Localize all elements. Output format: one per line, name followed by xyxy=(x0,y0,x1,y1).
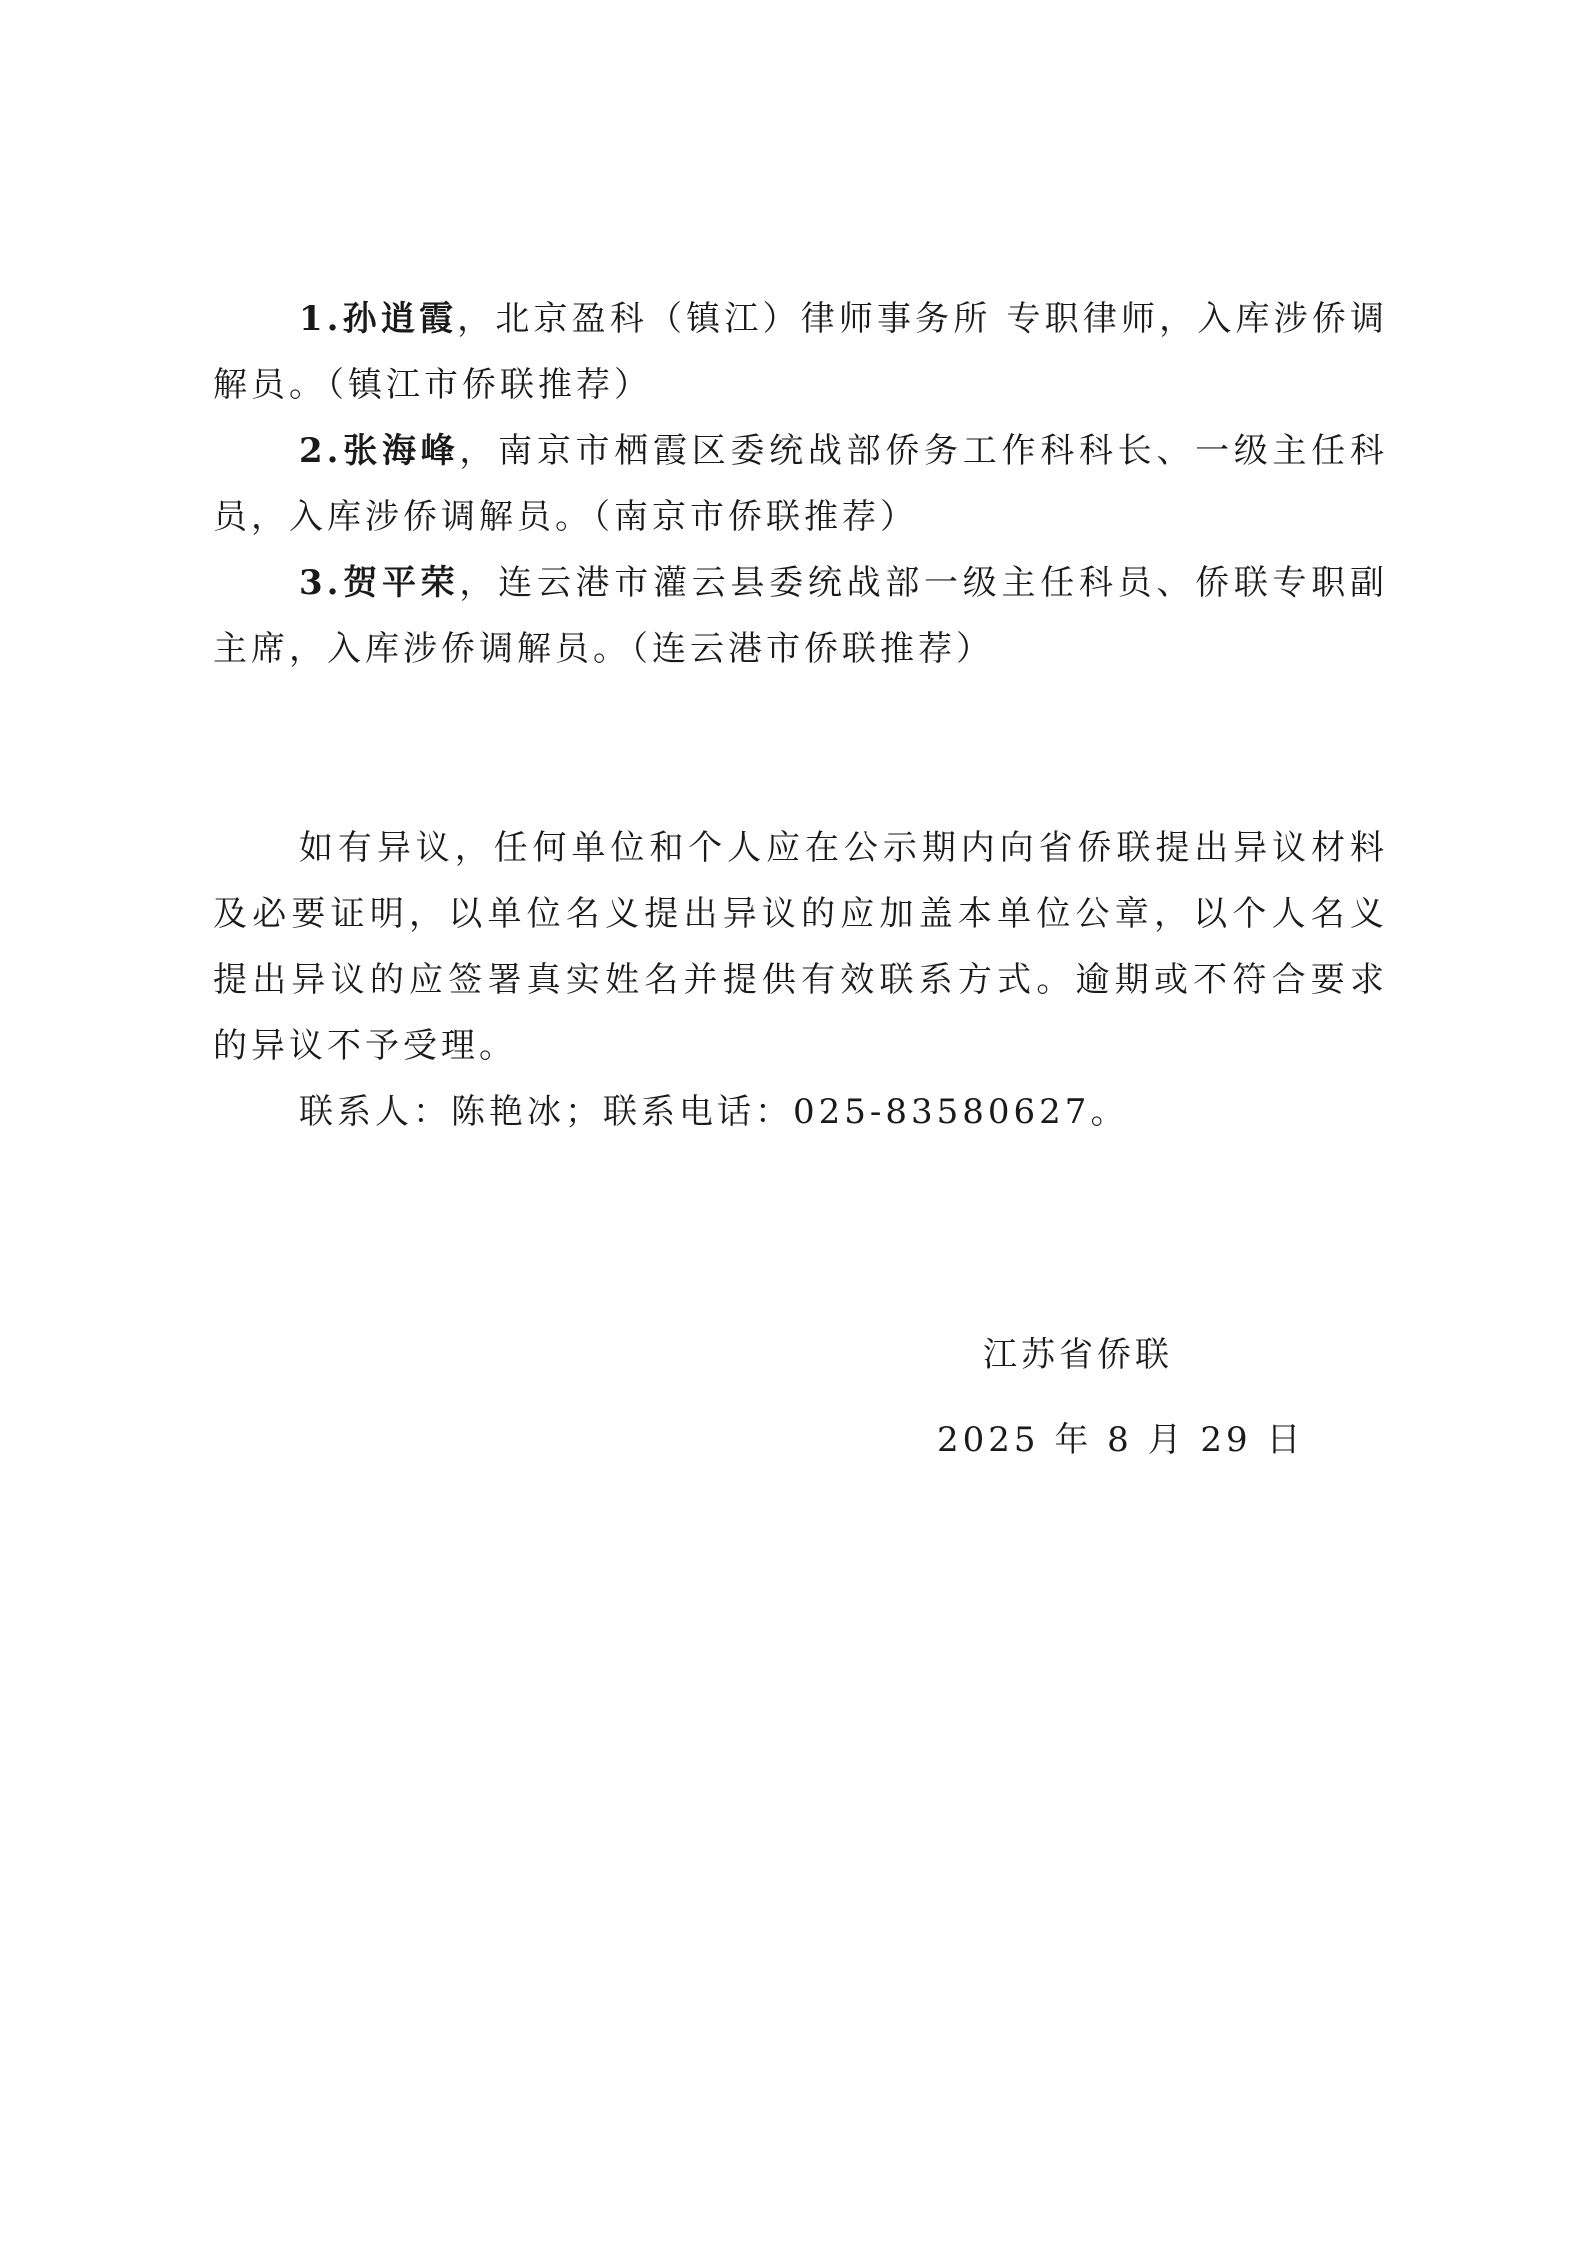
nominee-name: 贺平荣 xyxy=(342,563,460,603)
nominee-details: ，连云港市灌云县委统战部一级主任科员、侨联专职副主席，入库涉侨调解员。（连云港市侨联推荐） xyxy=(213,563,1388,669)
signing-organization: 江苏省侨联 xyxy=(983,1335,1173,1375)
nominee-details: ，北京盈科（镇江）律师事务所 专职律师，入库涉侨调解员。（镇江市侨联推荐） xyxy=(213,299,1388,405)
nominee-number: 1. xyxy=(299,299,343,339)
nominee-details: ，南京市栖霞区委统战部侨务工作科科长、一级主任科员，入库涉侨调解员。（南京市侨联推荐） xyxy=(213,431,1388,537)
nominee-entry xyxy=(213,550,1388,682)
nominee-name: 孙逍霞 xyxy=(342,299,458,339)
objection-paragraph: 如有异议，任何单位和个人应在公示期内向省侨联提出异议材料及必要证明，以单位名义提出异议的应加盖本单位公章，以个人名义提出异议的应签署真实姓名并提供有效联系方式。逾期或不符合要求的异议不予受理。 xyxy=(213,828,1388,1066)
objection-section xyxy=(213,815,1388,1145)
nominee-list xyxy=(213,286,1388,682)
signing-date: 2025 年 8 月 29 日 xyxy=(937,1420,1305,1460)
nominee-name: 张海峰 xyxy=(342,431,460,471)
nominee-entry xyxy=(213,286,1388,418)
nominee-entry xyxy=(213,418,1388,550)
nominee-number: 2. xyxy=(299,431,343,471)
nominee-number: 3. xyxy=(299,563,343,603)
contact-line: 联系人：陈艳冰；联系电话：025-83580627。 xyxy=(299,1092,1129,1132)
